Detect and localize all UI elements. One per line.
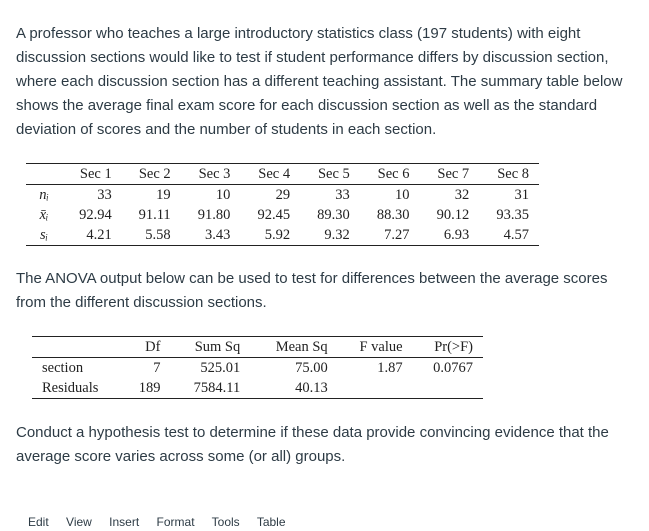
summary-header-cell: Sec 2	[138, 166, 171, 182]
table-cell: 88.30	[376, 207, 410, 223]
table-cell: 7.27	[384, 227, 410, 243]
table-cell: 92.94	[79, 207, 112, 223]
table-cell: 9.32	[324, 227, 350, 243]
summary-header-cell: Sec 1	[79, 166, 112, 182]
menu-format[interactable]: Format	[156, 515, 195, 529]
anova-header-cell: Mean Sq	[275, 339, 328, 355]
anova-table	[32, 336, 483, 399]
table-cell: 91.11	[138, 207, 171, 223]
summary-header-row	[26, 164, 539, 185]
table-cell	[413, 378, 483, 399]
anova-header-cell: F value	[359, 339, 403, 355]
table-cell: 75.00	[295, 360, 328, 376]
table-cell	[338, 378, 413, 399]
menu-edit[interactable]: Edit	[28, 515, 49, 529]
menu-table[interactable]: Table	[256, 515, 286, 529]
table-cell: 29	[275, 187, 291, 203]
anova-intro-paragraph: The ANOVA output below can be used to test for differences between the average scores from the different discussion sections.	[16, 270, 608, 311]
table-cell: 525.01	[200, 360, 241, 376]
anova-row-label: Residuals	[42, 380, 99, 396]
editor-menubar	[28, 515, 300, 531]
table-cell: 19	[156, 187, 171, 203]
table-cell: 32	[454, 187, 470, 203]
menu-tools[interactable]: Tools	[211, 515, 240, 529]
anova-header-row	[32, 337, 483, 358]
summary-header-cell: Sec 7	[437, 166, 470, 182]
summary-header-cell: Sec 5	[317, 166, 350, 182]
table-cell: 33	[335, 187, 350, 203]
table-cell: 89.30	[317, 207, 350, 223]
table-cell: 10	[394, 187, 410, 203]
anova-header-cell: Df	[145, 339, 161, 355]
table-row	[32, 378, 483, 399]
table-cell: 7584.11	[193, 380, 241, 396]
table-cell: 91.80	[197, 207, 231, 223]
table-cell: 5.92	[264, 227, 291, 243]
table-cell: 6.93	[443, 227, 470, 243]
summary-table	[26, 163, 539, 246]
table-cell: 90.12	[436, 207, 470, 223]
table-cell: 0.0767	[433, 360, 473, 376]
intro-paragraph: A professor who teaches a large introductory statistics class (197 students) with eight discussion sections would like to test if student performance differs by discussion section, where each discussion section has a different teaching assistant. The summary table below shows the average final exam score for each discussion section as well as the standard deviation of scores and the number of students in each section.	[16, 25, 623, 138]
table-cell: 5.58	[145, 227, 171, 243]
table-cell: 93.35	[496, 207, 529, 223]
summary-header-cell: Sec 6	[377, 166, 410, 182]
table-row	[26, 205, 539, 225]
table-cell: 31	[514, 187, 529, 203]
table-cell: 33	[97, 187, 112, 203]
table-cell: 3.43	[205, 227, 231, 243]
row-label-mean: x̄ᵢ	[39, 207, 49, 223]
summary-header-cell: Sec 4	[258, 166, 291, 182]
row-label-sd: sᵢ	[40, 227, 48, 243]
summary-header-cell: Sec 3	[198, 166, 231, 182]
table-row	[26, 225, 539, 246]
table-row	[26, 185, 539, 206]
table-cell: 1.87	[377, 360, 403, 376]
summary-header-cell: Sec 8	[497, 166, 529, 182]
table-cell: 4.21	[86, 227, 112, 243]
task-paragraph: Conduct a hypothesis test to determine if these data provide convincing evidence that the average score varies across some (or all) groups.	[16, 424, 609, 465]
table-cell: 92.45	[257, 207, 291, 223]
anova-header-cell: Sum Sq	[194, 339, 241, 355]
table-cell: 4.57	[503, 227, 529, 243]
table-cell: 189	[138, 380, 161, 396]
menu-insert[interactable]: Insert	[109, 515, 140, 529]
row-label-n: nᵢ	[39, 187, 49, 203]
summary-header-cell	[26, 164, 62, 185]
anova-row-label: section	[42, 360, 84, 376]
table-cell: 7	[153, 360, 161, 376]
anova-header-cell: Pr(>F)	[434, 339, 473, 355]
table-cell: 10	[215, 187, 231, 203]
table-cell: 40.13	[295, 380, 328, 396]
table-row	[32, 358, 483, 379]
anova-header-cell	[32, 337, 126, 358]
menu-view[interactable]: View	[66, 515, 92, 529]
